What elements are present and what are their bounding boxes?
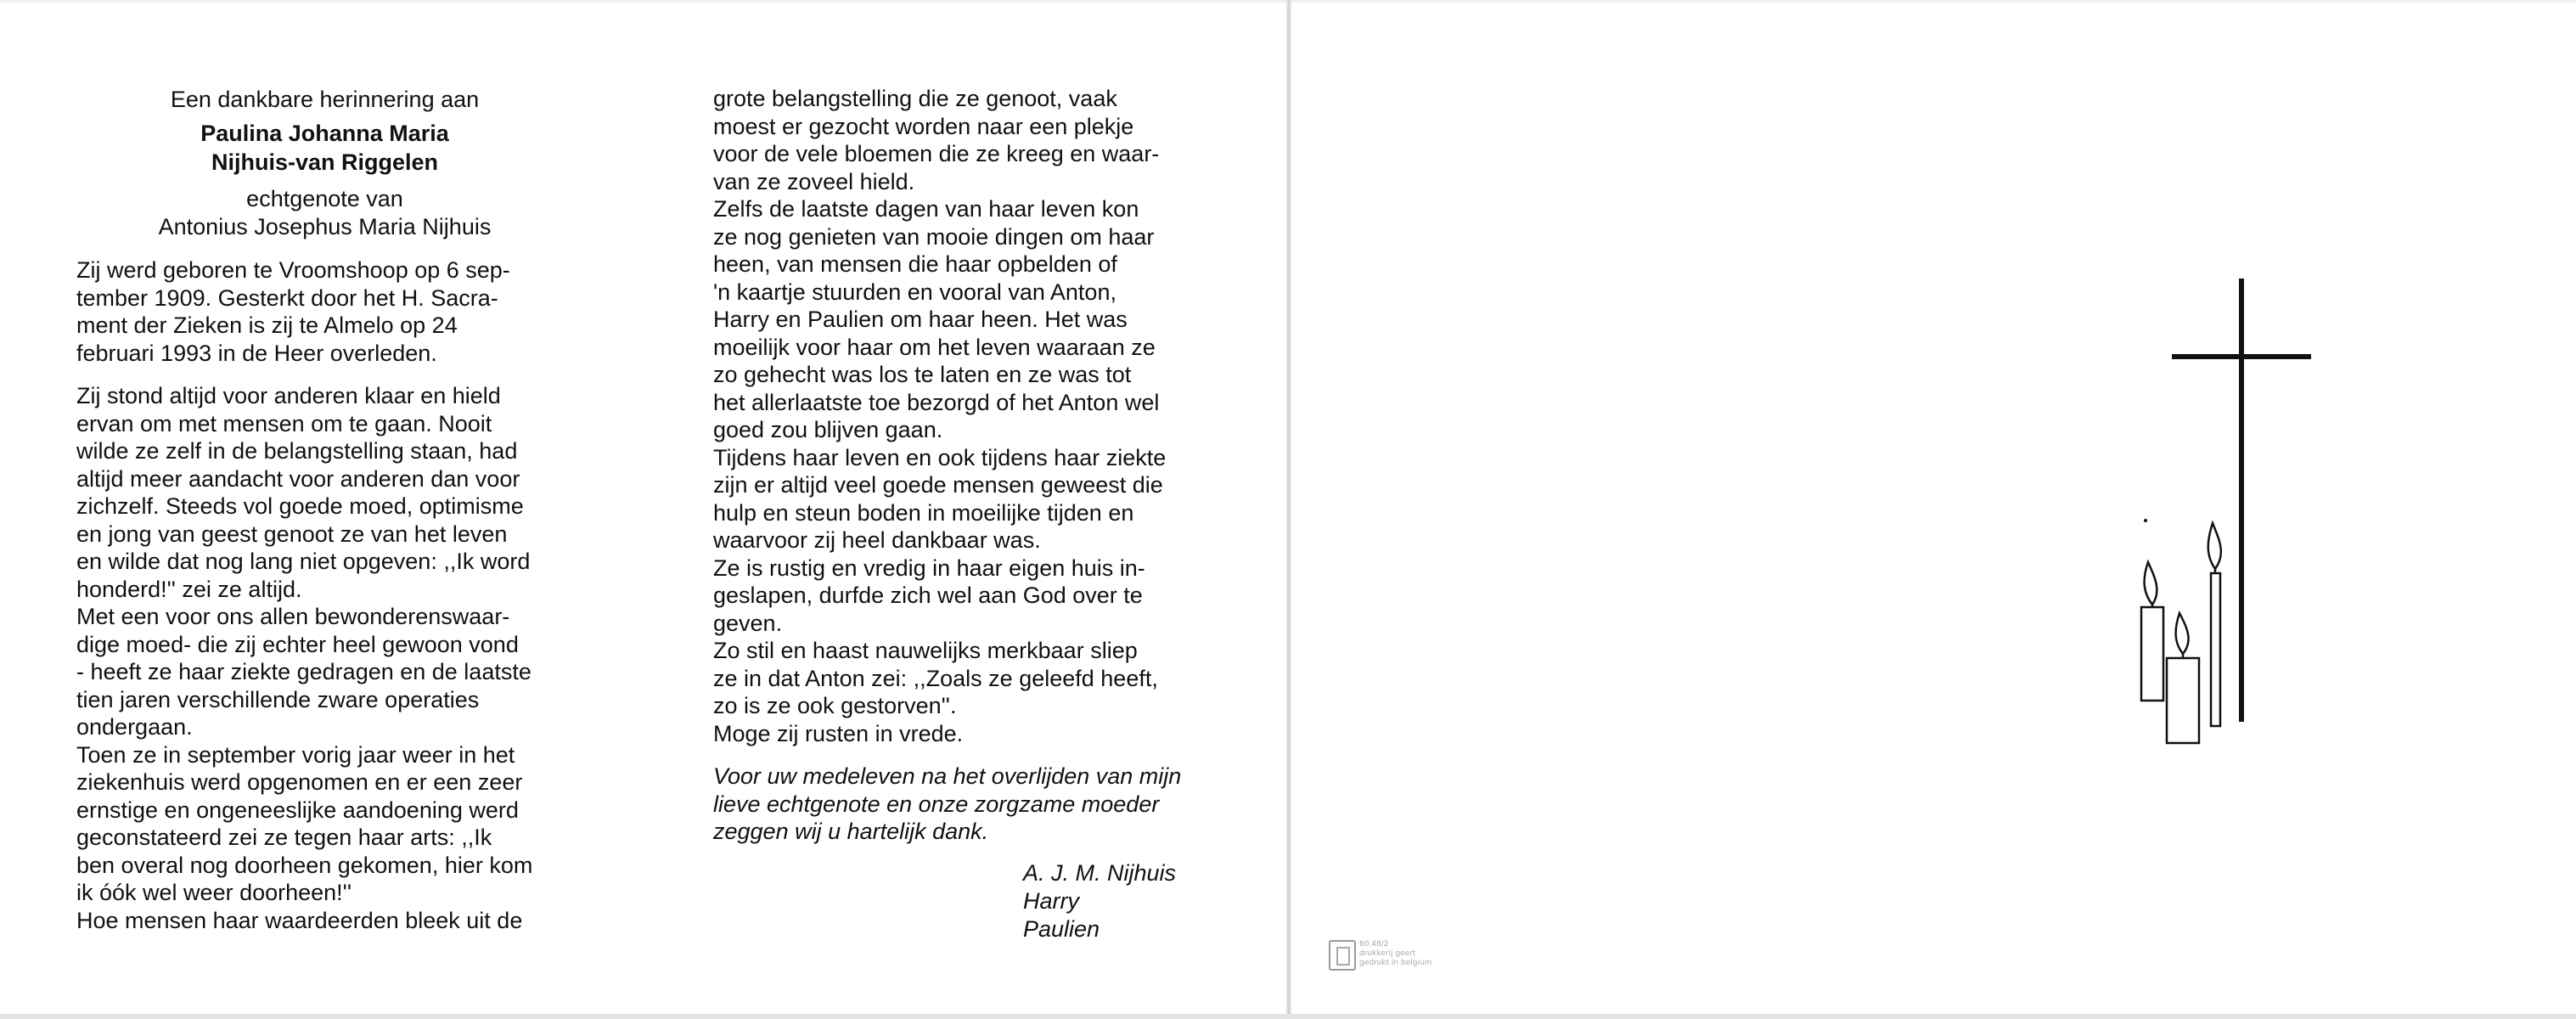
spark-dot [2144, 519, 2147, 522]
text-line: heen, van mensen die haar opbelden of [713, 251, 1117, 277]
text-line: geven. [713, 610, 783, 636]
text-line: zo is ze ook gestorven''. [713, 693, 957, 718]
candle-tall [2211, 573, 2220, 726]
text-line: van ze zoveel hield. [713, 168, 915, 194]
text-line: waarvoor zij heel dankbaar was. [713, 527, 1041, 553]
signature-parent: A. J. M. Nijhuis [1023, 859, 1177, 886]
candle-front [2167, 658, 2199, 743]
text-line: goed zou blijven gaan. [713, 417, 943, 442]
text-line: ik óók wel weer doorheen!'' [76, 880, 352, 905]
text-line: moest er gezocht worden naar een plekje [713, 113, 1134, 139]
flame-front [2176, 613, 2189, 654]
cross-icon [2106, 272, 2326, 764]
text-line: Tijdens haar leven en ook tijdens haar ziekte [713, 444, 1167, 470]
signatures [1023, 859, 1223, 943]
text-line: februari 1993 in de Heer overleden. [76, 340, 437, 366]
thanks-line: zeggen wij u hartelijk dank. [713, 819, 989, 844]
intro-line: Een dankbare herinnering aan [170, 87, 480, 112]
text-line: Zij stond altijd voor anderen klaar en hield [76, 383, 501, 408]
text-line: ernstige en ongeneeslijke aandoening werd [76, 797, 519, 823]
text-line: en jong van geest genoot ze van het leven [76, 521, 508, 547]
flame-tall [2208, 523, 2221, 569]
text-line: tien jaren verschillende zware operaties [76, 686, 480, 712]
text-line: Met een voor ons allen bewonderenswaar- [76, 604, 510, 629]
text-line: tember 1909. Gesterkt door het H. Sacra- [76, 284, 498, 311]
spouse-label: echtgenote van [246, 186, 403, 211]
printer-imprint [1359, 940, 1431, 968]
text-line: zichzelf. Steeds vol goede moed, optimisme [76, 493, 524, 519]
text-line: Zo stil en haast nauwelijks merkbaar sliep [713, 638, 1138, 663]
text-line: ben overal nog doorheen gekomen, hier kom [76, 852, 533, 878]
text-line: wilde ze zelf in de belangstelling staan, had [76, 438, 518, 464]
text-line: 'n kaartje stuurden en vooral van Anton, [713, 279, 1116, 305]
text-line: geconstateerd zei ze tegen haar arts: ,,Ik [76, 825, 492, 850]
flame-left [2145, 562, 2157, 605]
deceased-name-last: Nijhuis-van Riggelen [211, 149, 439, 175]
text-line: dige moed- die zij echter heel gewoon vond [76, 631, 519, 657]
text-line: het allerlaatste toe bezorgd of het Anton wel [713, 389, 1160, 415]
text-line: Ze is rustig en vredig in haar eigen huis in- [713, 555, 1145, 581]
text-line: Hoe mensen haar waardeerden bleek uit de [76, 907, 523, 933]
text-line: ondergaan. [76, 714, 193, 740]
text-line: voor de vele bloemen die ze kreeg en waar- [713, 141, 1160, 166]
text-line: zo gehecht was los te laten en ze was tot [713, 362, 1132, 387]
text-line: honderd!'' zei ze altijd. [76, 576, 302, 602]
thanks-line: lieve echtgenote en onze zorgzame moeder [713, 791, 1160, 817]
text-line: zijn er altijd veel goede mensen geweest die [713, 472, 1163, 498]
text-line: Moge zij rusten in vrede. [713, 720, 964, 746]
text-line: Harry en Paulien om haar heen. Het was [713, 307, 1128, 332]
text-line: geslapen, durfde zich wel aan God over te [713, 583, 1143, 608]
column-left [76, 85, 573, 934]
text-line: ment der Zieken is zij te Almelo op 24 [76, 312, 458, 338]
text-line: - heeft ze haar ziekte gedragen en de laatste [76, 659, 532, 684]
text-line: ziekenhuis werd opgenomen en er een zeer [76, 769, 523, 795]
text-line: ervan om met mensen om te gaan. Nooit [76, 410, 492, 436]
candle-left [2141, 607, 2163, 701]
printer-origin: gedrukt in belgium [1359, 959, 1432, 967]
text-line: Zelfs de laatste dagen van haar leven kon [713, 196, 1139, 222]
signature-child: Harry [1023, 887, 1079, 914]
text-line: Zij werd geboren te Vroomshoop op 6 sep- [76, 257, 510, 283]
printer-logo-icon [1329, 940, 1356, 971]
text-line: grote belangstelling die ze genoot, vaak [713, 86, 1117, 111]
printer-name: drukkerij geert [1359, 949, 1416, 958]
cross-candles-art [2106, 272, 2326, 768]
text-line: hulp en steun boden in moeilijke tijden en [713, 499, 1134, 526]
thanks-line: Voor uw medeleven na het overlijden van mijn [713, 763, 1182, 789]
signature-child: Paulien [1023, 915, 1100, 942]
card-fold [1286, 0, 1291, 1019]
card-bottom-edge [0, 1014, 2576, 1019]
text-line: ze in dat Anton zei: ,,Zoals ze geleefd heeft, [713, 665, 1158, 691]
deceased-name-first: Paulina Johanna Maria [200, 121, 449, 146]
candles-icon [2141, 519, 2221, 743]
spouse-name: Antonius Josephus Maria Nijhuis [158, 214, 492, 239]
text-line: Toen ze in september vorig jaar weer in het [76, 741, 515, 768]
text-line: ze nog genieten van mooie dingen om haar [713, 223, 1155, 250]
column-right [713, 85, 1223, 943]
text-line: moeilijk voor haar om het leven waaraan ze [713, 334, 1156, 360]
text-line: en wilde dat nog lang niet opgeven: ,,Ik word [76, 549, 531, 574]
text-line: altijd meer aandacht voor anderen dan voor [76, 465, 520, 492]
printer-code: 60.48/2 [1359, 940, 1389, 949]
